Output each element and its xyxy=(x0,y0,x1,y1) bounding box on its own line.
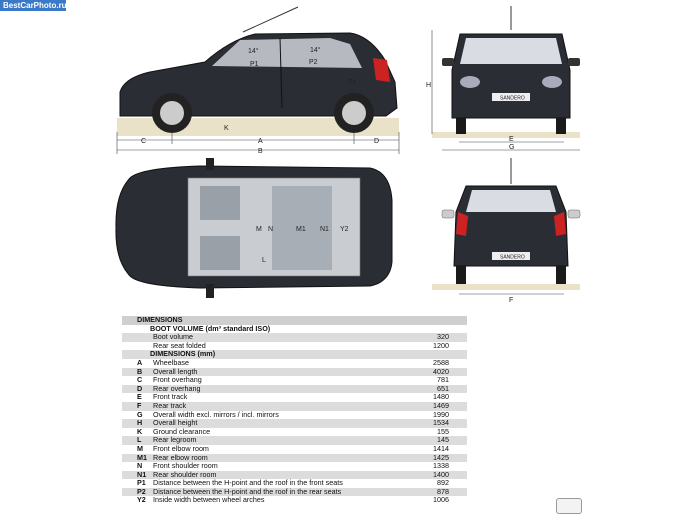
row-code: E xyxy=(137,392,142,402)
g-label: G xyxy=(509,144,515,151)
p1-label: P1 xyxy=(250,61,259,68)
row-value: 878 xyxy=(437,486,449,496)
row-value: 1534 xyxy=(433,418,449,428)
rear-right-tyre xyxy=(556,266,566,284)
front-view xyxy=(426,6,580,151)
front-right-tyre xyxy=(556,118,566,134)
row-desc: Distance between the H-point and the roof in the front seats xyxy=(153,479,343,488)
table-row xyxy=(122,385,467,394)
row-code: G xyxy=(137,409,143,419)
row-code: N1 xyxy=(137,469,147,479)
row-value: 651 xyxy=(437,383,449,393)
top-right-mirror xyxy=(206,284,214,298)
row-desc: Rear legroom xyxy=(153,436,197,445)
row-code: F xyxy=(137,400,142,410)
rear-ground xyxy=(432,284,580,290)
row-value: 781 xyxy=(437,375,449,385)
m-label: M xyxy=(256,226,262,233)
table-row xyxy=(122,376,467,385)
table-row xyxy=(122,393,467,402)
table-row xyxy=(122,368,467,377)
table-row xyxy=(122,445,467,454)
e-label: E xyxy=(509,136,514,143)
row-value: 1414 xyxy=(433,443,449,453)
y2-label: Y2 xyxy=(340,226,349,233)
row-value: 145 xyxy=(437,435,449,445)
row-value: 1338 xyxy=(433,461,449,471)
rear-view xyxy=(432,158,580,304)
d-label: D xyxy=(374,138,380,145)
row-value: 892 xyxy=(437,478,449,488)
table-row xyxy=(122,359,467,368)
row-code: A xyxy=(137,357,143,367)
windscreen xyxy=(460,38,562,64)
row-value: 1480 xyxy=(433,392,449,402)
table-row xyxy=(122,402,467,411)
row-desc: Front overhang xyxy=(153,376,202,385)
row-desc: Rear track xyxy=(153,401,187,410)
row-value: 155 xyxy=(437,426,449,436)
table-row xyxy=(122,479,467,488)
row-desc: Wheelbase xyxy=(153,358,189,367)
row-desc: Front shoulder room xyxy=(153,462,218,471)
row-value: 320 xyxy=(437,332,449,342)
row-code: P2 xyxy=(137,486,146,496)
row-value: 1425 xyxy=(433,452,449,462)
top-left-mirror xyxy=(206,158,214,170)
row-desc: Front track xyxy=(153,393,188,402)
rear-rim xyxy=(342,101,366,125)
table-title: DIMENSIONS xyxy=(137,316,183,324)
dim-header: DIMENSIONS (mm) xyxy=(150,350,216,359)
row-value: 1990 xyxy=(433,409,449,419)
side-view xyxy=(117,7,399,155)
row-desc: Rear seat folded xyxy=(153,341,206,350)
front-left-seat xyxy=(200,186,240,220)
right-headlight xyxy=(542,76,562,88)
left-mirror xyxy=(442,58,454,66)
row-desc: Distance between the H-point and the roof in the rear seats xyxy=(153,487,342,496)
table-row xyxy=(122,462,467,471)
row-value: 1200 xyxy=(433,340,449,350)
row-code: M xyxy=(137,443,143,453)
row-value: 1469 xyxy=(433,400,449,410)
row-desc: Inside width between wheel arches xyxy=(153,496,265,505)
row-value: 4020 xyxy=(433,366,449,376)
row-code: L xyxy=(137,435,142,445)
boot-header-row xyxy=(122,325,467,334)
table-row xyxy=(122,496,467,505)
dim-header-row xyxy=(122,350,467,359)
dimensions-table xyxy=(122,316,467,505)
k-label: K xyxy=(224,125,229,132)
antenna xyxy=(243,7,298,32)
rear-badge: SANDERO xyxy=(500,254,525,261)
right-mirror xyxy=(568,58,580,66)
front-left-tyre xyxy=(456,118,466,134)
rear-left-tyre xyxy=(456,266,466,284)
row-desc: Overall width excl. mirrors / incl. mirrors xyxy=(153,410,279,419)
row-desc: Overall length xyxy=(153,367,198,376)
row-desc: Rear overhang xyxy=(153,384,201,393)
row-code: H xyxy=(137,418,143,428)
row-code: M1 xyxy=(137,452,147,462)
rear-window xyxy=(466,190,556,212)
table-row xyxy=(122,471,467,480)
b-label: B xyxy=(258,148,263,155)
c-label: C xyxy=(141,138,147,145)
row-desc: Ground clearance xyxy=(153,427,211,436)
rear-right-light xyxy=(554,212,566,236)
table-row xyxy=(122,436,467,445)
top-view xyxy=(116,158,392,298)
row-desc: Boot volume xyxy=(153,333,193,342)
table-row xyxy=(122,488,467,497)
watermark: BestCarPhoto.ru xyxy=(0,0,66,11)
front-badge: SANDERO xyxy=(500,95,525,102)
rear-left-mirror xyxy=(442,210,454,218)
row-code: P1 xyxy=(137,478,146,488)
n-label: N xyxy=(268,226,274,233)
row-desc: Rear elbow room xyxy=(153,453,208,462)
row-value: 1400 xyxy=(433,469,449,479)
row-code: N xyxy=(137,461,143,471)
table-row xyxy=(122,428,467,437)
a-label: A xyxy=(258,138,263,145)
front-right-seat xyxy=(200,236,240,270)
dim-rows xyxy=(122,359,467,505)
row-desc: Rear shoulder room xyxy=(153,470,217,479)
table-row xyxy=(122,454,467,463)
angle-front-label: 14° xyxy=(248,48,259,55)
f-label: F xyxy=(509,297,514,304)
angle-rear-label: 14° xyxy=(310,47,321,54)
row-code: Y2 xyxy=(137,495,146,505)
m1-label: M1 xyxy=(296,226,306,233)
row-code: K xyxy=(137,426,143,436)
row-code: B xyxy=(137,366,143,376)
row-code: D xyxy=(137,383,143,393)
front-rim xyxy=(160,101,184,125)
table-row xyxy=(122,333,467,342)
rear-right-mirror xyxy=(568,210,580,218)
left-headlight xyxy=(460,76,480,88)
row-code: C xyxy=(137,375,143,385)
l-label: L xyxy=(262,257,266,264)
row-value: 2588 xyxy=(433,357,449,367)
row-value: 1006 xyxy=(433,495,449,505)
row-desc: Overall height xyxy=(153,419,198,428)
h-label: H xyxy=(426,82,432,89)
rear-left-light xyxy=(456,212,468,236)
table-row xyxy=(122,419,467,428)
boot-header: BOOT VOLUME (dm³ standard ISO) xyxy=(150,324,271,333)
table-row xyxy=(122,342,467,351)
n1-label: N1 xyxy=(320,226,329,233)
table-title-row xyxy=(122,316,467,325)
table-row xyxy=(122,411,467,420)
z1-label: Z1 xyxy=(348,79,357,86)
row-desc: Front elbow room xyxy=(153,444,209,453)
p2-label: P2 xyxy=(309,59,318,66)
